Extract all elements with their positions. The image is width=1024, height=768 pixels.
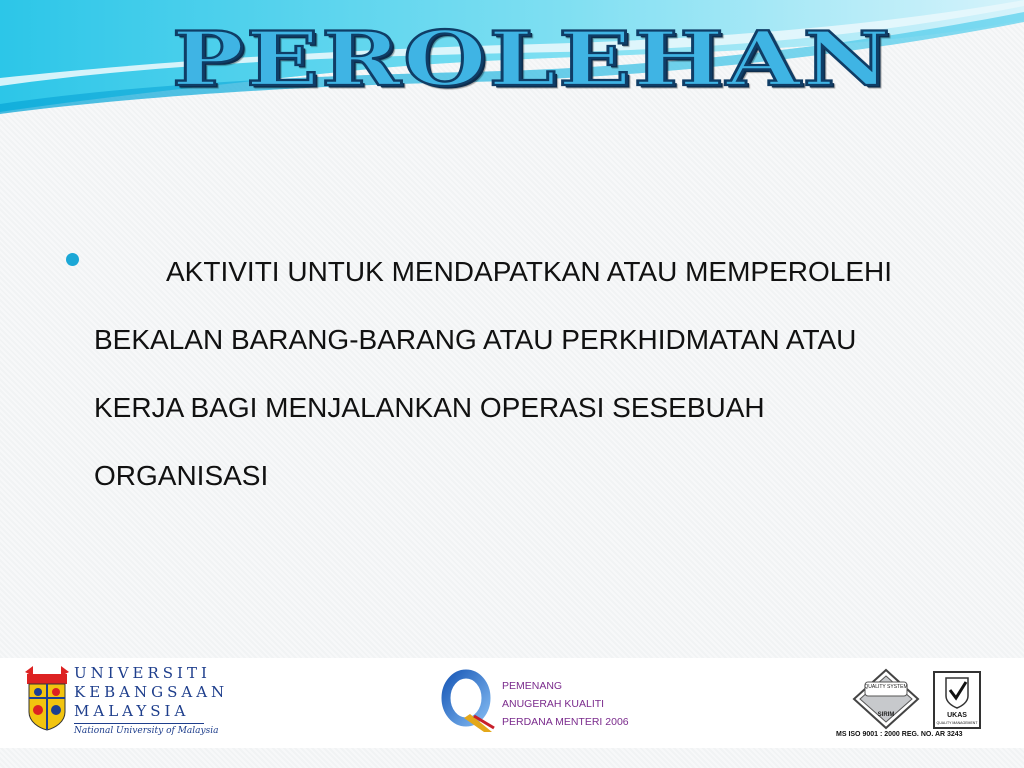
bullet-line-3: KERJA BAGI MENJALANKAN OPERASI SESEBUAH	[94, 392, 765, 423]
ukm-line-3: MALAYSIA	[74, 702, 190, 720]
bullet-text	[94, 238, 994, 510]
ukm-crest-logo	[25, 666, 69, 732]
ukm-subtitle: National University of Malaysia	[74, 726, 219, 736]
quality-award-q-logo	[440, 668, 496, 734]
ukm-line-1: UNIVERSITI	[74, 664, 211, 682]
bullet-line-1: AKTIVITI UNTUK MENDAPATKAN ATAU MEMPEROLEHI	[166, 256, 893, 287]
award-line-1: PEMENANG	[502, 680, 563, 692]
iso-certification-text: MS ISO 9001 : 2000 REG. NO. AR 3243	[836, 731, 963, 738]
bullet-icon	[66, 253, 79, 266]
badge1-bottom-text: SIRIM	[877, 712, 895, 718]
ukas-quality-management-badge	[932, 670, 982, 730]
sirim-quality-system-badge	[850, 668, 922, 730]
award-line-2: ANUGERAH KUALITI	[502, 698, 605, 710]
ukm-line-2: KEBANGSAAN	[74, 683, 229, 701]
badge2-top-text: UKAS	[947, 712, 967, 719]
quality-award-text	[502, 677, 629, 731]
ukm-wordmark	[74, 664, 228, 738]
bullet-line-2: BEKALAN BARANG-BARANG ATAU PERKHIDMATAN ATAU	[94, 324, 857, 355]
badge2-bottom-text: QUALITY MANAGEMENT	[936, 721, 978, 725]
page-title: PEROLEHAN	[171, 14, 893, 104]
bullet-line-4: ORGANISASI	[94, 460, 269, 491]
award-line-3: PERDANA MENTERI 2006	[502, 716, 629, 728]
badge1-top-text: QUALITY SYSTEM	[864, 684, 908, 690]
